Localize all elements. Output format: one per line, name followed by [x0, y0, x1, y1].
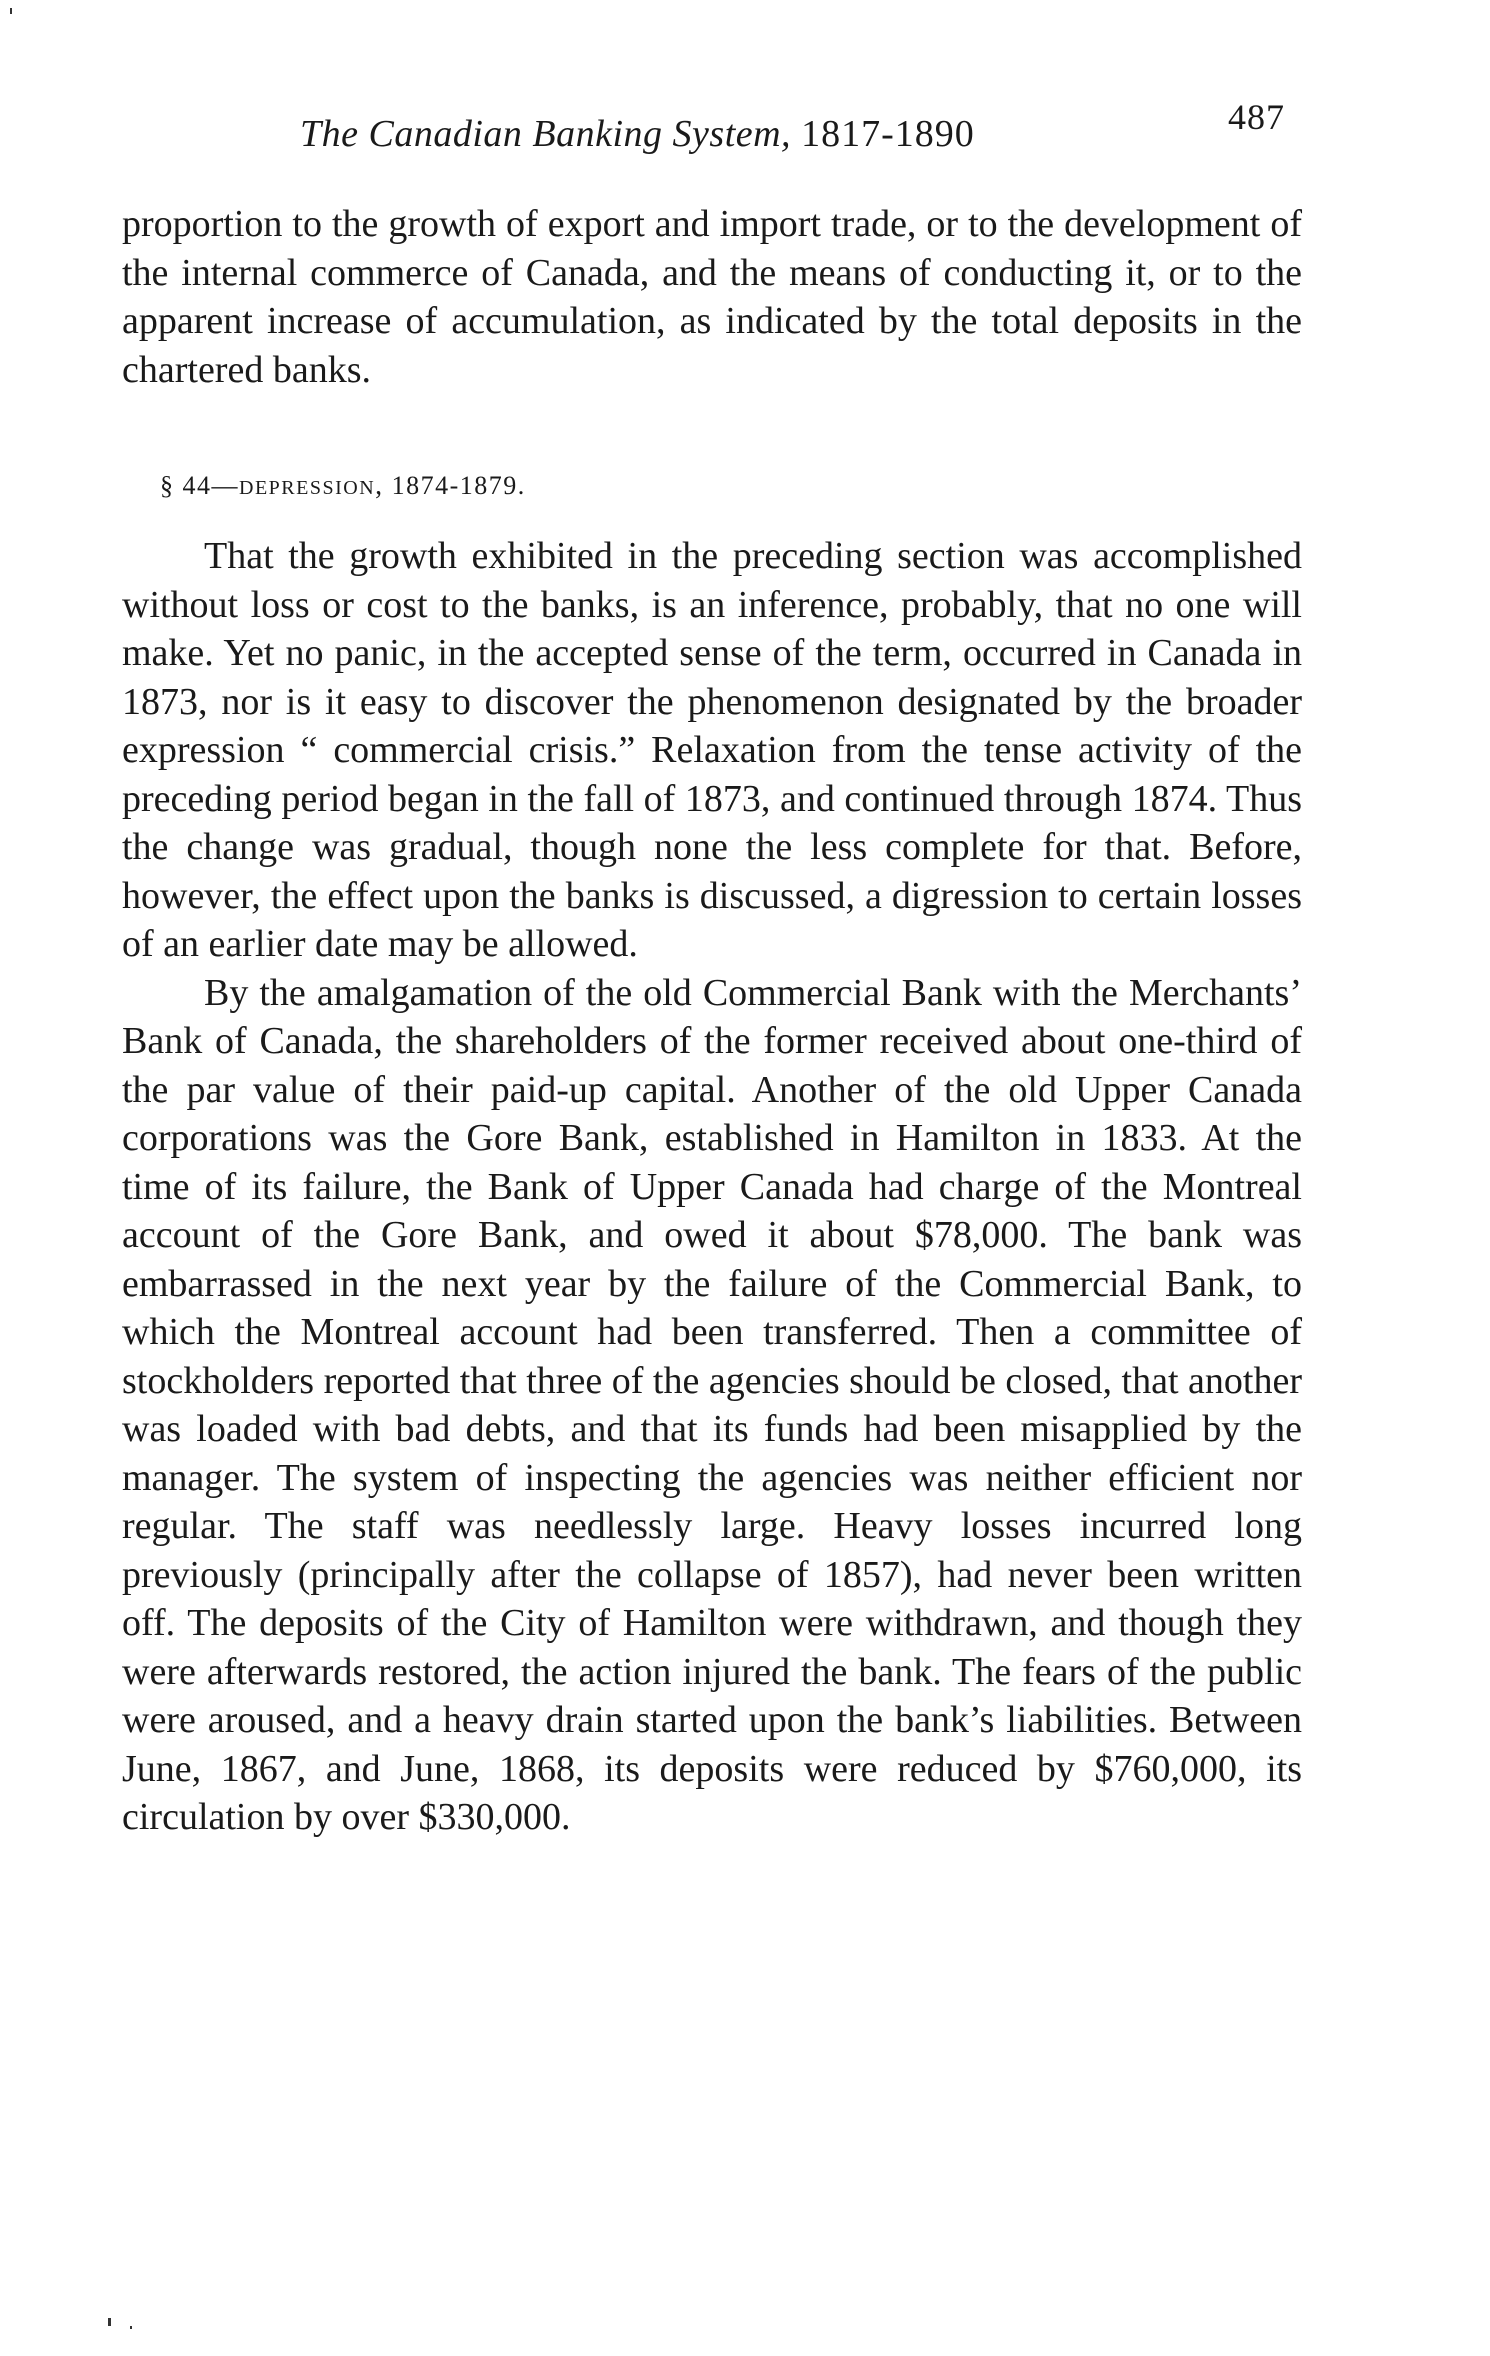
scan-speck [108, 2318, 111, 2326]
running-head-years: 1817-1890 [801, 113, 975, 155]
section-number: § 44— [160, 471, 239, 500]
section-title: depression, [239, 470, 384, 501]
paragraph-gore-bank: By the amalgamation of the old Commercial Bank with the Merchants’ Bank of Canada, the shareholders of the former received about one-third of the par value of their paid-up capital. Another of the old Upper Canada corporations was the Gore Bank, established in Hamilton in 1833. At the time of its failure, the Bank of Upper Canada had charge of the Montreal account of the Gore Bank, and owed it about $78,000. The bank was embarrassed in the next year by the failure of the Commercial Bank, to which the Montreal account had been transferred. Then a committee of stockholders reported that three of the agencies should be closed, that another was loaded with bad debts, and that its funds had been misapplied by the manager. The system of inspecting the agencies was neither efficient nor regular. The staff was needlessly large. Heavy losses incurred long previously (principally after the collapse of 1857), had never been written off. The deposits of the City of Hamilton were withdrawn, and though they were afterwards restored, the action injured the bank. The fears of the public were aroused, and a heavy drain started upon the bank’s liabilities. Between June, 1867, and June, 1868, its deposits were reduced by $760,000, its circulation by over $330,000. [122, 971, 1302, 1838]
scan-speck [10, 8, 12, 14]
section-years: 1874-1879. [391, 471, 526, 500]
paragraph-depression: That the growth exhibited in the preceding section was accomplished without loss or cost to the banks, is an inference, probably, that no one will make. Yet no panic, in the accepted sense of the term, occurred in Canada in 1873, nor is it easy to discover the phenomenon designated by the broader expression “ commercial crisis.” Relaxation from the tense activity of the preceding period began in the fall of 1873, and continued through 1874. Thus the change was gradual, though none the less complete for that. Before, however, the effect upon the banks is discussed, a digression to certain losses of an earlier date may be allowed. [122, 535, 1302, 965]
body-text [122, 532, 1302, 1842]
running-head-title: The Canadian Banking System, [300, 113, 792, 155]
scan-speck [130, 2326, 132, 2329]
lead-paragraph: proportion to the growth of export and import trade, or to the development of the internal commerce of Canada, and the means of conducting it, or to the apparent increase of accumulation, as indicated by the total deposits in the chartered banks. [122, 203, 1302, 391]
page-number: 487 [1228, 97, 1285, 137]
running-head [300, 112, 975, 156]
section-heading [160, 470, 526, 502]
